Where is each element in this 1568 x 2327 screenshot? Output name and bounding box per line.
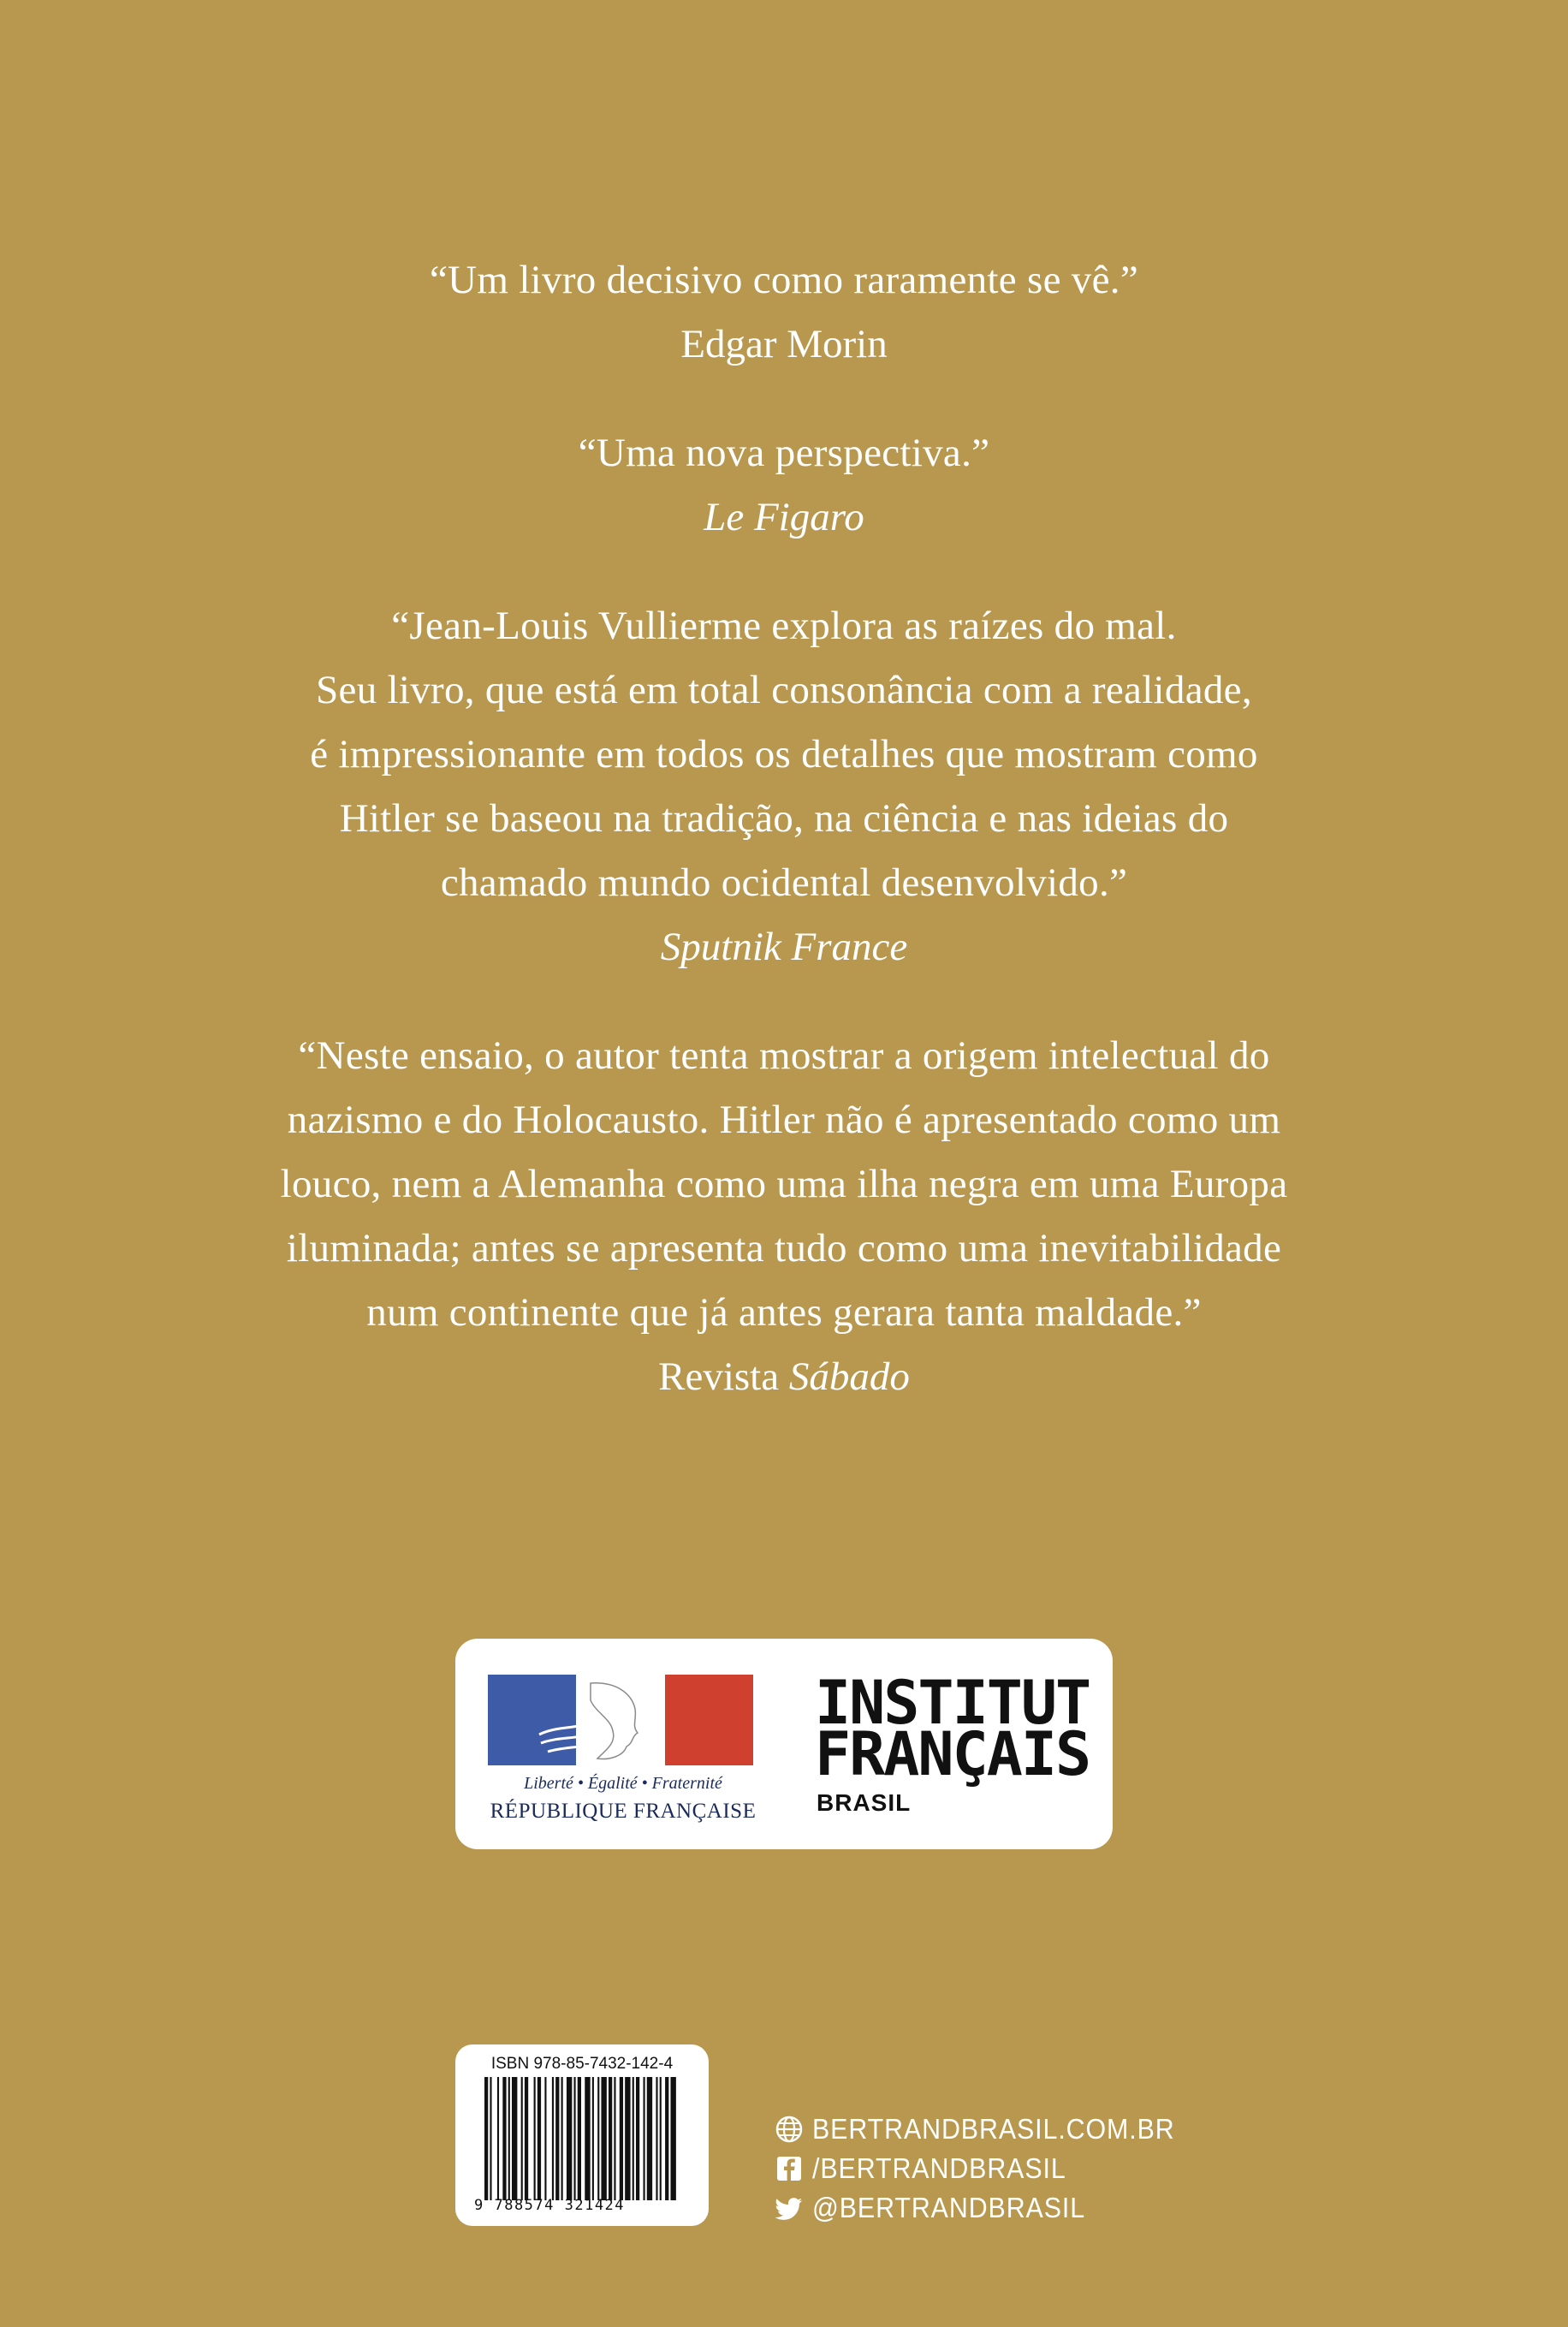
quote-sabado	[0, 1024, 1568, 1409]
barcode-bar	[555, 2077, 559, 2200]
barcode-bar	[573, 2077, 575, 2200]
barcode-bar	[578, 2077, 581, 2200]
quote-line: Hitler se baseou na tradição, na ciência e nas ideias do	[339, 796, 1229, 841]
barcode-bar	[534, 2077, 536, 2200]
quotes-section	[0, 248, 1568, 1454]
barcode-bar	[525, 2077, 528, 2200]
barcode-bar	[660, 2077, 662, 2200]
barcode-bar	[561, 2077, 563, 2200]
quote-line: num continente que já antes gerara tanta maldade.”	[366, 1290, 1202, 1335]
barcode-bar	[597, 2077, 599, 2200]
quote-line: é impressionante em todos os detalhes que mostram como	[310, 732, 1258, 777]
quote-source: Edgar Morin	[680, 322, 888, 366]
barcode-bar	[512, 2077, 517, 2200]
barcode-bars	[484, 2077, 678, 2200]
quote-source	[0, 1345, 1568, 1409]
isbn-barcode	[455, 2044, 709, 2226]
institut-francais-brasil: BRASIL	[817, 1789, 912, 1816]
twitter-icon	[775, 2193, 804, 2223]
publisher-links	[775, 2110, 1206, 2228]
republique-motto: Liberté • Égalité • Fraternité	[524, 1774, 722, 1793]
barcode-bar	[497, 2077, 499, 2200]
twitter-link-text: @BERTRANDBRASIL	[812, 2192, 1086, 2223]
twitter-link[interactable]	[775, 2188, 1206, 2228]
barcode-bar	[544, 2077, 546, 2200]
website-link[interactable]	[775, 2110, 1206, 2149]
barcode-bar	[625, 2077, 630, 2200]
barcode-bar	[538, 2077, 541, 2200]
facebook-icon	[775, 2154, 804, 2183]
barcode-bar	[601, 2077, 606, 2200]
isbn-label: ISBN 978-85-7432-142-4	[490, 2055, 674, 2073]
quote-morin	[0, 248, 1568, 377]
barcode-bar	[609, 2077, 612, 2200]
partner-logos-panel	[455, 1639, 1113, 1849]
quote-source-prefix: Revista	[658, 1354, 789, 1399]
website-link-text: BERTRANDBRASIL.COM.BR	[812, 2113, 1175, 2145]
quote-source-title: Sábado	[788, 1354, 910, 1399]
barcode-bar	[620, 2077, 623, 2200]
quote-line: “Uma nova perspectiva.”	[578, 431, 990, 475]
barcode-bar	[484, 2077, 488, 2200]
institut-francais-line2: FRANÇAIS	[815, 1719, 1090, 1789]
barcode-bar	[614, 2077, 615, 2200]
quote-line: chamado mundo ocidental desenvolvido.”	[440, 860, 1128, 905]
barcode-bar	[643, 2077, 644, 2200]
quote-source: Sputnik France	[660, 925, 908, 969]
barcode-bar	[665, 2077, 668, 2200]
barcode-bar	[670, 2077, 675, 2200]
barcode-bar	[656, 2077, 657, 2200]
barcode-bar	[521, 2077, 523, 2200]
institut-francais-line1: INSTITUT	[815, 1668, 1090, 1738]
quote-line: iluminada; antes se apresenta tudo como uma inevitabilidade	[286, 1226, 1282, 1271]
barcode-bar	[508, 2077, 510, 2200]
quote-line: louco, nem a Alemanha como uma ilha negra em uma Europa	[280, 1162, 1288, 1206]
quote-le-figaro	[0, 421, 1568, 550]
barcode-bar	[585, 2077, 590, 2200]
barcode-bar	[592, 2077, 594, 2200]
quote-sputnik	[0, 594, 1568, 979]
facebook-link-text: /BERTRANDBRASIL	[812, 2152, 1066, 2184]
barcode-bar	[647, 2077, 652, 2200]
barcode-bar	[552, 2077, 554, 2200]
quote-line: nazismo e do Holocausto. Hitler não é apresentado como um	[287, 1098, 1281, 1142]
ean-digits: 9 788574 321424	[474, 2197, 626, 2214]
quote-line: “Jean-Louis Vullierme explora as raízes do mal.	[391, 604, 1177, 648]
quote-line: “Neste ensaio, o autor tenta mostrar a origem intelectual do	[298, 1033, 1270, 1078]
quote-line: Seu livro, que está em total consonância com a realidade,	[316, 668, 1252, 712]
barcode-bar	[633, 2077, 634, 2200]
quote-line: “Um livro decisivo como raramente se vê.”	[430, 258, 1138, 302]
republique-name: RÉPUBLIQUE FRANÇAISE	[490, 1800, 757, 1823]
barcode-bar	[567, 2077, 572, 2200]
republique-francaise-logo	[488, 1675, 753, 1765]
barcode-bar	[502, 2077, 506, 2200]
quote-source: Le Figaro	[704, 495, 864, 539]
facebook-link[interactable]	[775, 2149, 1206, 2188]
barcode-bar	[490, 2077, 491, 2200]
barcode-bar	[636, 2077, 639, 2200]
globe-icon	[775, 2115, 804, 2144]
